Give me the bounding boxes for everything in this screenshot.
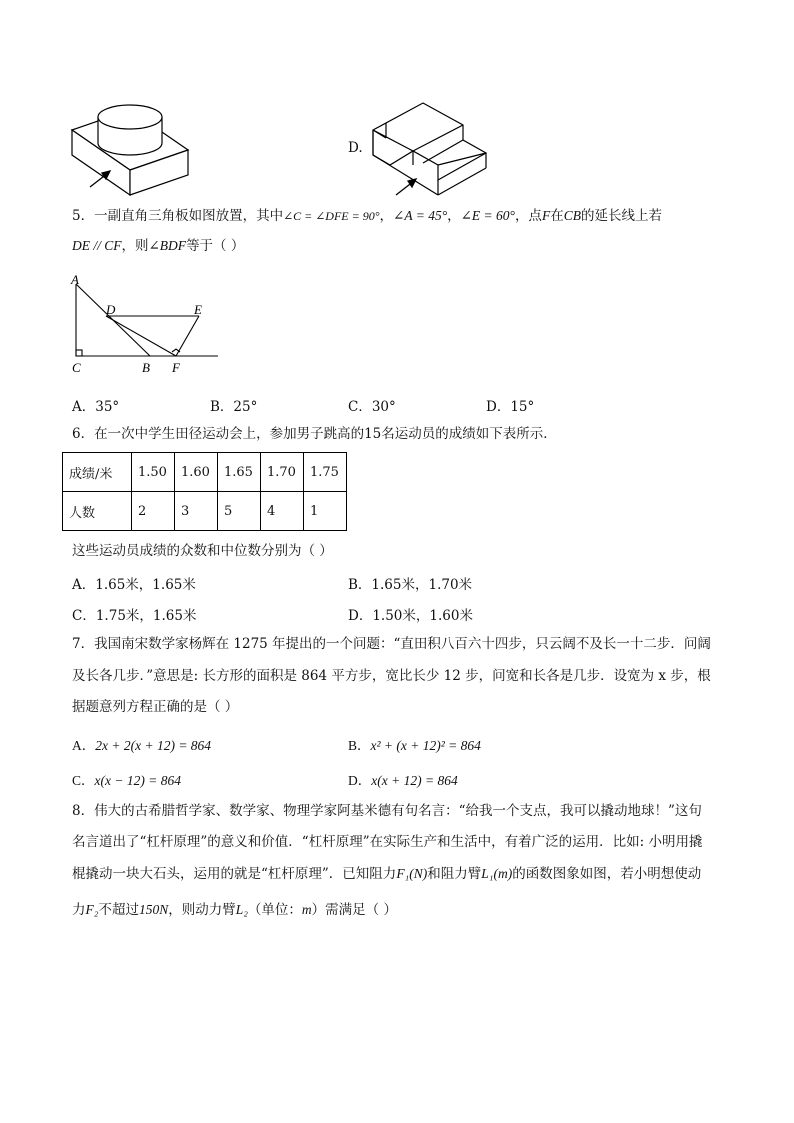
- q7-line3: [72, 697, 238, 717]
- q6-option-c-label: C．: [72, 608, 96, 624]
- q5-label-d: D: [106, 302, 116, 317]
- q7-option-d[interactable]: [348, 769, 458, 789]
- table-cell: 成绩/米: [63, 453, 132, 492]
- q7-line1-text: 我国南宋数学家杨辉在 1275 年提出的一个问题：“直田积八百六十四步，只云阔不及长一十二步．问阔: [94, 636, 711, 652]
- q5-line1: [72, 206, 662, 226]
- q7-option-d-value: x(x + 12) = 864: [371, 773, 458, 788]
- q8-line3: [72, 864, 701, 884]
- q7-option-b-label: B．: [348, 738, 371, 753]
- q8-f1: F₁(N): [396, 866, 428, 881]
- table-cell: 5: [218, 492, 261, 531]
- q8-line1: [72, 801, 702, 821]
- q6-option-d-label: D．: [348, 608, 373, 624]
- q7-line2-text: 及长各几步．”意思是: 长方形的面积是 864 平方步，宽比长少 12 步，问宽和长各是几步．设宽为 x 步，根: [72, 668, 711, 684]
- table-row: [63, 492, 347, 531]
- q5-number: 5．: [72, 208, 95, 224]
- q5-cond2: ∠A = 45°: [393, 208, 448, 223]
- table-cell: 3: [175, 492, 218, 531]
- table-cell: 2: [132, 492, 175, 531]
- q8-line4: [72, 900, 397, 920]
- q5-text-d: 的延长线上若: [580, 208, 662, 224]
- q8-line4e: ）需满足（ ）: [311, 902, 397, 918]
- q8-line3b: 和阻力臂: [427, 866, 482, 882]
- q5-option-d-value: 15°: [510, 399, 535, 415]
- q7-option-d-label: D．: [348, 773, 372, 788]
- q5-triangle-diagram: [66, 272, 226, 377]
- q8-line4c: ，则动力臂: [168, 902, 236, 918]
- table-cell: 人数: [63, 492, 132, 531]
- q8-line4d: （单位：: [247, 902, 302, 918]
- q6-option-a[interactable]: [72, 573, 196, 593]
- q6-number: 6．: [72, 426, 95, 442]
- table-cell: 1.50: [132, 453, 175, 492]
- table-cell: 1.65: [218, 453, 261, 492]
- q8-f2: F₂: [85, 902, 99, 917]
- q7-option-b[interactable]: [348, 734, 481, 754]
- q5-label-f: F: [172, 360, 180, 375]
- q6-option-a-label: A．: [72, 577, 96, 593]
- q7-option-c-value: x(x − 12) = 864: [94, 773, 181, 788]
- q5-option-a[interactable]: [72, 395, 119, 415]
- q5-label-c: C: [72, 360, 81, 375]
- table-cell: 1.75: [304, 453, 347, 492]
- q8-line2-text: 名言道出了“杠杆原理”的意义和价值．“杠杆原理”在实际生产和生活中，有着广泛的运用．比如: 小明用撬: [72, 834, 703, 850]
- q5-option-b-label: B．: [210, 399, 234, 415]
- q7-line2: [72, 666, 711, 686]
- q6-option-c-value: 1.75米，1.65米: [95, 608, 197, 624]
- q8-line2: [72, 832, 702, 852]
- q5-angle: ∠BDF: [148, 238, 187, 253]
- q5-option-c-label: C．: [348, 399, 372, 415]
- q7-option-a-label: A．: [72, 738, 96, 753]
- q6-question: [72, 541, 333, 561]
- q6-option-a-value: 1.65米，1.65米: [95, 577, 196, 593]
- q6-option-c[interactable]: [72, 604, 196, 624]
- q5-option-c-value: 30°: [371, 399, 396, 415]
- q7-option-a-value: 2x + 2(x + 12) = 864: [95, 738, 212, 753]
- q6-text: 在一次中学生田径运动会上，参加男子跳高的15名运动员的成绩如下表所示．: [94, 426, 557, 442]
- q7-option-c-label: C．: [72, 773, 95, 788]
- q5-option-d-label: D．: [486, 399, 511, 415]
- q8-force: 150N: [138, 902, 169, 917]
- q5-option-d[interactable]: [486, 395, 534, 415]
- q7-option-c[interactable]: [72, 769, 181, 789]
- q6-option-b[interactable]: [348, 573, 472, 593]
- q5-option-b-value: 25°: [233, 399, 258, 415]
- q8-line1-text: 伟大的古希腊哲学家、数学家、物理学家阿基米德有句名言：“给我一个支点，我可以撬动地球！”这句: [94, 803, 702, 819]
- q6-question-text: 这些运动员成绩的众数和中位数分别为（ ）: [72, 543, 333, 559]
- q5-text-f: 等于（ ）: [186, 238, 245, 254]
- q8-line3c: 的函数图象如图，若小明想使动: [512, 866, 702, 882]
- q5-option-a-label: A．: [72, 399, 96, 415]
- q8-number: 8．: [72, 803, 95, 819]
- q7-number: 7．: [72, 636, 95, 652]
- table-row: [63, 453, 347, 492]
- q8-line4a: 力: [72, 902, 86, 918]
- q6-option-b-value: 1.65米，1.70米: [371, 577, 473, 593]
- q5-text-a: 一副直角三角板如图放置，其中: [94, 208, 284, 224]
- q5-sep2: ，: [447, 208, 461, 224]
- q5-text-e: ，则: [121, 238, 149, 254]
- q5-option-c[interactable]: [348, 395, 396, 415]
- q5-label-e: E: [194, 302, 202, 317]
- table-cell: 4: [261, 492, 304, 531]
- table-cell: 1.60: [175, 453, 218, 492]
- q8-l2: L₂: [235, 902, 248, 917]
- option-d-label-figure: D.: [348, 140, 363, 156]
- q8-line4b: 不超过: [98, 902, 139, 918]
- q5-option-b[interactable]: [210, 395, 257, 415]
- q6-option-b-label: B．: [348, 577, 372, 593]
- q5-option-a-value: 35°: [95, 399, 120, 415]
- q5-seg-cb: CB: [563, 208, 581, 223]
- q8-unit: m: [301, 902, 312, 917]
- q7-line3-text: 据题意列方程正确的是（ ）: [72, 699, 239, 715]
- q8-l1: L₁(m): [481, 866, 513, 881]
- table-cell: 1: [304, 492, 347, 531]
- solid-figure-cylinder-on-block: [60, 95, 200, 200]
- q7-option-a[interactable]: [72, 734, 211, 754]
- q5-point-f: F: [541, 208, 551, 223]
- table-cell: 1.70: [261, 453, 304, 492]
- q6-results-table: [62, 452, 347, 531]
- q8-line3a: 棍撬动一块大石头，运用的就是“杠杆原理”．已知阻力: [72, 866, 397, 882]
- q7-line1: [72, 634, 711, 654]
- q5-line2: [72, 236, 244, 256]
- q7-option-b-value: x² + (x + 12)² = 864: [370, 738, 481, 753]
- q5-text-b: ，点: [514, 208, 542, 224]
- q6-option-d-value: 1.50米，1.60米: [372, 608, 473, 624]
- q5-text-c: 在: [550, 208, 564, 224]
- q5-cond3: ∠E = 60°: [460, 208, 515, 223]
- q5-label-a: A: [71, 272, 79, 287]
- solid-figure-stepped-block: [368, 95, 498, 200]
- q5-cond4: DE // CF: [72, 238, 122, 253]
- q6-line1: [72, 424, 557, 444]
- q5-sep1: ，: [379, 208, 394, 224]
- q6-option-d[interactable]: [348, 604, 473, 624]
- q5-cond1: ∠C = ∠DFE = 90°: [283, 209, 380, 223]
- q5-label-b: B: [142, 360, 150, 375]
